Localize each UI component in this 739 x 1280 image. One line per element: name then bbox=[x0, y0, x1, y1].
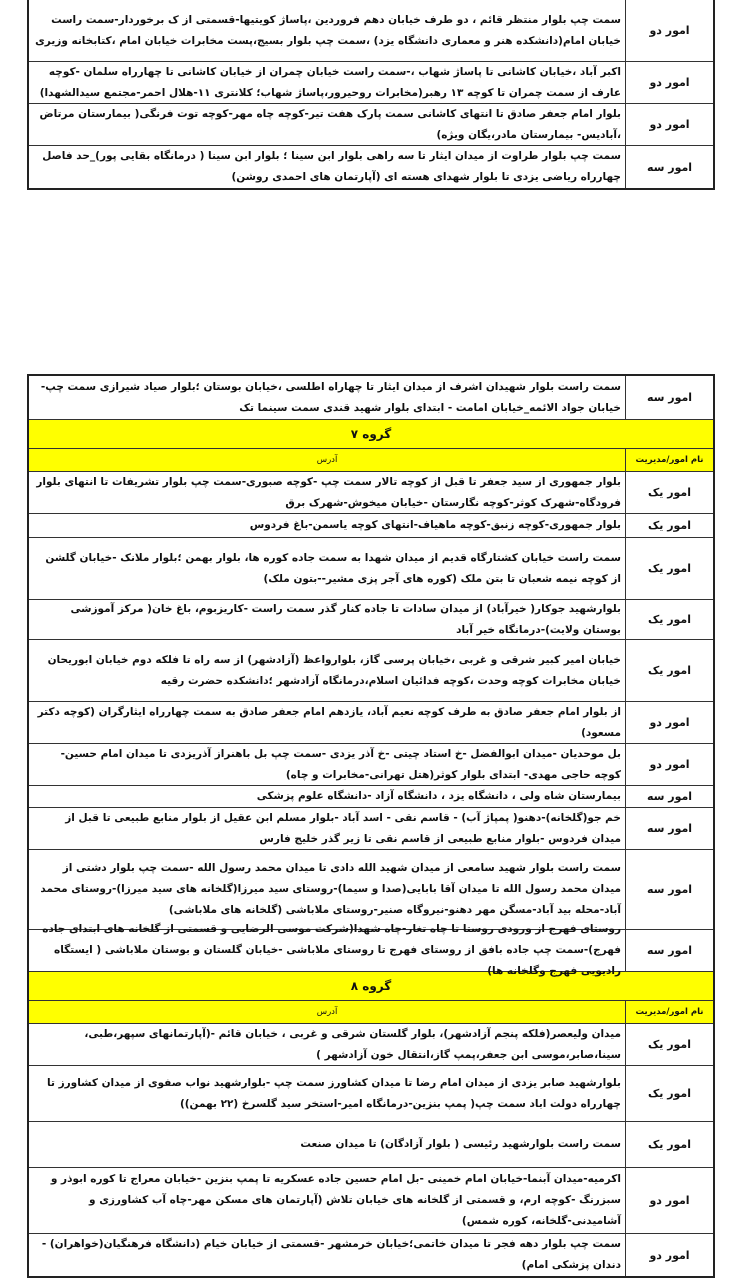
department-cell: امور یک bbox=[625, 1122, 713, 1167]
address-text: سمت راست خیابان کشتارگاه قدیم از میدان شهدا به سمت جاده کوره ها، بلوار بهمن ؛بلوار ملانک -خیابان گلشن از کوچه نیمه شعبان تا بتن ملک (کوره های آجر پزی مشیر--بتون ملک) bbox=[45, 551, 621, 585]
address-text: سمت راست بلوار شهید سامعی از میدان شهید الله دادی تا میدان محمد رسول الله -سمت چپ بلوار دشتی از میدان محمد رسول الله تا میدان آقا بابایی(صدا و سیما)-روستای سید میرزا(گلخانه های سید میرزا)-روستای محمد آباد-محله بید آباد-مسگن مهر دهنو-نیروگاه صنیر-روستای ملاباشی (گلخانه های ملاباشی) bbox=[40, 862, 621, 916]
department-cell: امور دو bbox=[625, 702, 713, 743]
table-row bbox=[29, 472, 713, 514]
department-cell: امور یک bbox=[625, 472, 713, 513]
department-cell: امور دو bbox=[625, 104, 713, 145]
table-row bbox=[29, 514, 713, 538]
address-text: از بلوار امام جعفر صادق به طرف کوچه نعیم آباد، یازدهم امام جعفر صادق به سمت چهارراه ایثارگران (کوچه دکتر مسعود) bbox=[37, 705, 621, 739]
table-row bbox=[29, 923, 713, 977]
address-text: سمت راست بلوارشهید رئیسی ( بلوار آزادگان) تا میدان صنعت bbox=[300, 1138, 621, 1150]
address-cell bbox=[29, 923, 625, 977]
address-cell bbox=[29, 1066, 625, 1121]
table-row bbox=[29, 1234, 713, 1276]
department-cell: امور دو bbox=[625, 0, 713, 61]
address-text: سمت راست بلوار شهیدان اشرف از میدان ایثار تا چهاراه اطلسی ،خیابان بوستان ؛بلوار صیاد شیرازی سمت چپ-خیابان جواد الائمه_خیابان امامت - ابتدای بلوار شهید قندی سمت سینما تک bbox=[40, 380, 621, 414]
address-cell bbox=[29, 1234, 625, 1276]
address-text: خم جو(گلخانه)-دهنو( پمپاژ آب) - قاسم نقی - اسد آباد -بلوار مسلم ابن عقیل از بلوار منابع طبیعی تا قبل از میدان فردوس -بلوار منابع طبیعی از قاسم نقی تا زیر گذر خلیج فارس bbox=[65, 811, 621, 845]
table-row bbox=[29, 850, 713, 930]
column-header-row bbox=[29, 1001, 713, 1024]
address-cell bbox=[29, 1024, 625, 1065]
table-row bbox=[29, 640, 713, 702]
address-cell bbox=[29, 0, 625, 61]
department-cell: امور سه bbox=[625, 376, 713, 419]
table-row bbox=[29, 786, 713, 808]
department-cell: امور یک bbox=[625, 1024, 713, 1065]
group-title: گروه ۷ bbox=[29, 420, 713, 449]
column-header-address: آدرس bbox=[316, 1007, 338, 1017]
column-header-address: آدرس bbox=[316, 455, 338, 465]
address-text: بل موحدیان -میدان ابوالفضل -خ استاد چیتی -خ آذر یزدی -سمت چپ بل باهنراز آذریزدی تا میدان امام حسین- کوچه حاجی مهدی- ابتدای بلوار کوثر(هتل تهرانی-مخابرات و چاه) bbox=[60, 747, 621, 781]
department-cell: امور سه bbox=[625, 930, 713, 971]
address-text: خیابان امیر کبیر شرقی و غربی ،خیابان پرسی گاز، بلوارواعظ (آزادشهر) از سه راه تا فلکه دوم خیابان ابوریحان خیابان مخابرات کوچه وحدت ،کوچه فدائیان اسلام،درمانگاه آزادشهر ؛دانشکده حضرت رقیه bbox=[47, 653, 621, 687]
table-row bbox=[29, 702, 713, 744]
address-text: بلوارشهید صابر یزدی از میدان امام رضا تا میدان کشاورز سمت چپ -بلوارشهید نواب صفوی از میدان کشاورز تا چهارراه دولت اباد سمت چپ( پمپ بنزین-درمانگاه امیر-استخر سید گلسرخ (۲۲ بهمن)) bbox=[47, 1076, 621, 1110]
department-cell: امور یک bbox=[625, 538, 713, 599]
address-cell bbox=[29, 850, 625, 929]
table-row bbox=[29, 376, 713, 420]
address-text: سمت چپ بلوار طراوت از میدان ایثار تا سه راهی بلوار ابن سینا ؛ بلوار ابن سینا ( درمانگاه بقایی پور)_حد فاصل چهارراه ریاضی یزدی تا بلوار شهدای هسته ای (آپارتمان های احمدی روشن) bbox=[42, 150, 621, 183]
department-cell: امور یک bbox=[625, 1066, 713, 1121]
address-cell bbox=[29, 786, 625, 807]
address-text: روستای فهرج از ورودی روستا تا چاه تغار-چاه شهدا(شرکت موسی الرضایی و قسمتی از گلخانه های ابتدای جاده فهرج)-سمت چپ جاده بافق از روستای فهرج تا روستای ملاباشی -خیابان گلستان و بوستان ملاباشی ( ایستگاه رادیویی فهرج وگلخانه ها) bbox=[42, 923, 621, 977]
table-row bbox=[29, 1168, 713, 1234]
table-row bbox=[29, 62, 713, 104]
column-header-row bbox=[29, 449, 713, 472]
department-cell: امور یک bbox=[625, 514, 713, 537]
table-row bbox=[29, 1066, 713, 1122]
address-cell bbox=[29, 1122, 625, 1167]
department-cell: امور دو bbox=[625, 744, 713, 785]
address-text: اکرمیه-میدان آبنما-خیابان امام خمینی -بل امام حسین جاده عسکریه تا پمپ بنزین -خیابان معراج تا کوره ابوذر و سبزرنگ -کوچه ارم، و قسمتی از گلخانه های خیابان تلاش (آپارتمان های مسکن مهر-چاه آب کشاورزی و آشامیدنی-گلخانه، کوره شمس) bbox=[50, 1173, 621, 1227]
table-row bbox=[29, 1122, 713, 1168]
department-cell: امور سه bbox=[625, 850, 713, 929]
address-cell bbox=[29, 514, 625, 537]
address-cell bbox=[29, 744, 625, 785]
table-row bbox=[29, 146, 713, 188]
address-text: میدان ولیعصر(فلکه پنجم آزادشهر)، بلوار گلستان شرقی و غربی ، خیابان قائم -(آپارتمانهای سپهر،طبی، سینا،صابر،موسی ابن جعفر،پمپ گاز،انتقال خون آزادشهر ) bbox=[84, 1027, 621, 1061]
department-cell: امور سه bbox=[625, 786, 713, 807]
department-cell: امور یک bbox=[625, 640, 713, 701]
address-text: بلوار جمهوری از سید جعفر تا قبل از کوچه تالار سمت چپ -کوچه صبوری-سمت چپ بلوار تشریفات تا انتهای بلوار فرودگاه-شهرک کوثر-کوچه نگارستان -خیابان میخوش-شهرک برق bbox=[36, 475, 621, 509]
address-cell bbox=[29, 640, 625, 701]
department-cell: امور دو bbox=[625, 62, 713, 103]
column-header-department: نام امور/مدیریت bbox=[625, 1001, 713, 1023]
address-cell bbox=[29, 702, 625, 743]
address-cell bbox=[29, 472, 625, 513]
table-row bbox=[29, 538, 713, 600]
department-cell: امور دو bbox=[625, 1234, 713, 1276]
address-cell bbox=[29, 538, 625, 599]
address-cell bbox=[29, 146, 625, 188]
address-cell bbox=[29, 1168, 625, 1233]
address-text: اکبر آباد ،خیابان کاشانی تا پاساژ شهاب ،-سمت راست خیابان چمران از خیابان کاشانی تا چهارراه سلمان -کوچه عارف از سمت چمران تا کوچه ۱۳ رهبر(مخابرات روحیرور،پاساژ شهاب؛ کلانتری ۱۱-هلال احمر-مجتمع سیدالشهدا) bbox=[39, 65, 621, 99]
group-title: گروه ۸ bbox=[29, 972, 713, 1001]
outage-table-top bbox=[27, 0, 715, 190]
address-cell bbox=[29, 376, 625, 419]
department-cell: امور سه bbox=[625, 146, 713, 188]
table-row bbox=[29, 0, 713, 62]
outage-table-bottom bbox=[27, 374, 715, 1278]
address-cell bbox=[29, 808, 625, 849]
table-row bbox=[29, 600, 713, 640]
department-cell: امور سه bbox=[625, 808, 713, 849]
table-row bbox=[29, 1024, 713, 1066]
address-text: بیمارستان شاه ولی ، دانشگاه یزد ، دانشگاه آزاد -دانشگاه علوم پزشکی bbox=[256, 790, 621, 802]
address-text: بلوارشهید جوکار( خیرآباد) از میدان سادات تا جاده کنار گذر سمت راست -کاریزبوم، باغ خان( مرکز آموزشی بوستان ولایت)-درمانگاه خیر آباد bbox=[70, 602, 621, 636]
table-row bbox=[29, 104, 713, 146]
address-text: بلوار جمهوری-کوچه زنبق-کوچه ماهیاف-انتهای کوچه یاسمن-باغ فردوس bbox=[249, 519, 621, 531]
address-text: سمت چپ بلوار دهه فجر تا میدان خاتمی؛خیابان خرمشهر -قسمتی از خیابان خیام (دانشگاه فرهنگیان(خواهران) - دندان پزشکی امام) bbox=[41, 1238, 621, 1271]
address-text: سمت چپ بلوار منتظر قائم ، دو طرف خیابان دهم فروردین ،پاساژ کویتیها-قسمتی از ک برخوردار-سمت راست خیابان امام(دانشکده هنر و معماری دانشگاه یزد) ،سمت چپ بلوار بسیج،پست مخابرات خیابان امام ،کتابخانه وزیری bbox=[35, 13, 621, 47]
address-cell bbox=[29, 104, 625, 145]
table-row bbox=[29, 744, 713, 786]
department-cell: امور دو bbox=[625, 1168, 713, 1233]
address-text: بلوار امام جعفر صادق تا انتهای کاشانی سمت پارک هفت تیر-کوچه چاه مهر-کوچه توت فرنگی( بیمارستان مرتاض ،آبادیس- بیمارستان مادر،یگان ویژه) bbox=[39, 107, 621, 141]
column-header-department: نام امور/مدیریت bbox=[625, 449, 713, 471]
address-cell bbox=[29, 62, 625, 103]
table-row bbox=[29, 808, 713, 850]
department-cell: امور یک bbox=[625, 600, 713, 639]
address-cell bbox=[29, 600, 625, 639]
